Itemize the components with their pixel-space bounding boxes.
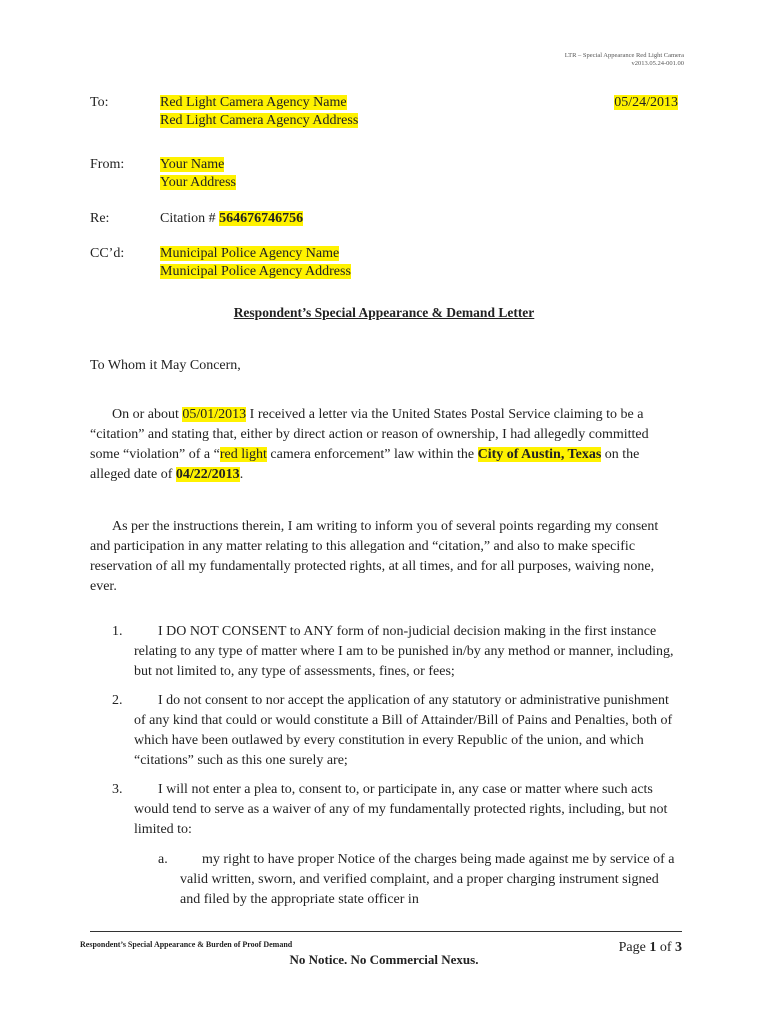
footer-divider bbox=[90, 931, 682, 932]
citation-prefix: Citation # bbox=[160, 211, 220, 226]
page-indicator: Page 1 of 3 bbox=[618, 940, 682, 955]
paragraph-2: As per the instructions therein, I am writing to inform you of several points regarding my consent and participation in any matter relating to this allegation and “citation,” and also to make specific reservation of all my fundamentally protected rights, at all times, and for all purposes, waiving none, ever. bbox=[90, 519, 659, 594]
received-date: 05/01/2013 bbox=[182, 407, 247, 422]
list-item-number: 3. bbox=[112, 782, 123, 797]
citation-number: 564676746756 bbox=[219, 211, 304, 226]
to-agency-address: Red Light Camera Agency Address bbox=[160, 113, 359, 128]
header-line-2: v2013.05.24-001.00 bbox=[631, 60, 684, 67]
letter-date: 05/24/2013 bbox=[614, 95, 678, 110]
re-label: Re: bbox=[90, 211, 110, 226]
sub-item-letter: a. bbox=[158, 852, 168, 867]
salutation: To Whom it May Concern, bbox=[90, 358, 241, 373]
from-address: Your Address bbox=[160, 175, 236, 190]
footer-tagline: No Notice. No Commercial Nexus. bbox=[289, 952, 479, 967]
list-item-text: I do not consent to nor accept the application of any statutory or administrative punishment of any kind that could or would constitute a Bill of Attainder/Bill of Pains and Penalties, both of which have been outlawed by every constitution in every Republic of the union, and which “citations” such as this one surely are; bbox=[134, 693, 673, 768]
paragraph-1: On or about 05/01/2013 I received a letter via the United States Postal Service claiming to be a “citation” and stating that, either by direct action or reason of ownership, I had allegedly committed some “violation” of a “red light camera enforcement” law within the City of Austin, Texas on the alleged date of 04/22/2013. bbox=[90, 407, 649, 482]
header-line-1: LTR – Special Appearance Red Light Camera bbox=[564, 52, 684, 59]
to-agency-name: Red Light Camera Agency Name bbox=[160, 95, 347, 110]
page-total: 3 bbox=[675, 940, 682, 955]
red-light-text: red light bbox=[219, 447, 267, 462]
to-label: To: bbox=[90, 95, 109, 110]
city-name: City of Austin, Texas bbox=[477, 447, 602, 462]
list-item-text: I will not enter a plea to, consent to, or participate in, any case or matter where such acts would tend to serve as a waiver of any of my fundamentally protected rights, including, but not limited to: bbox=[134, 782, 668, 837]
footer-title: Respondent’s Special Appearance & Burden of Proof Demand bbox=[80, 940, 293, 949]
page-number: 1 bbox=[649, 940, 657, 955]
alleged-date: 04/22/2013 bbox=[175, 467, 240, 482]
from-label: From: bbox=[90, 157, 125, 172]
cc-agency-address: Municipal Police Agency Address bbox=[160, 264, 351, 279]
letter-title: Respondent’s Special Appearance & Demand Letter bbox=[233, 305, 535, 320]
sub-item-text: my right to have proper Notice of the charges being made against me by service of a valid written, sworn, and verified complaint, and a proper charging instrument signed and filed by the appropriate state officer in bbox=[180, 852, 675, 907]
cc-agency-name: Municipal Police Agency Name bbox=[160, 246, 340, 261]
document-header bbox=[565, 52, 684, 68]
list-item-text: I DO NOT CONSENT to ANY form of non-judicial decision making in the first instance relating to any type of matter where I am to be punished in/by any method or manner, including, but not limited to, any type of assessments, fines, or fees; bbox=[134, 624, 674, 679]
list-item-number: 1. bbox=[112, 624, 123, 639]
list-item-number: 2. bbox=[112, 693, 123, 708]
from-name: Your Name bbox=[160, 157, 225, 172]
cc-label: CC’d: bbox=[90, 246, 125, 261]
